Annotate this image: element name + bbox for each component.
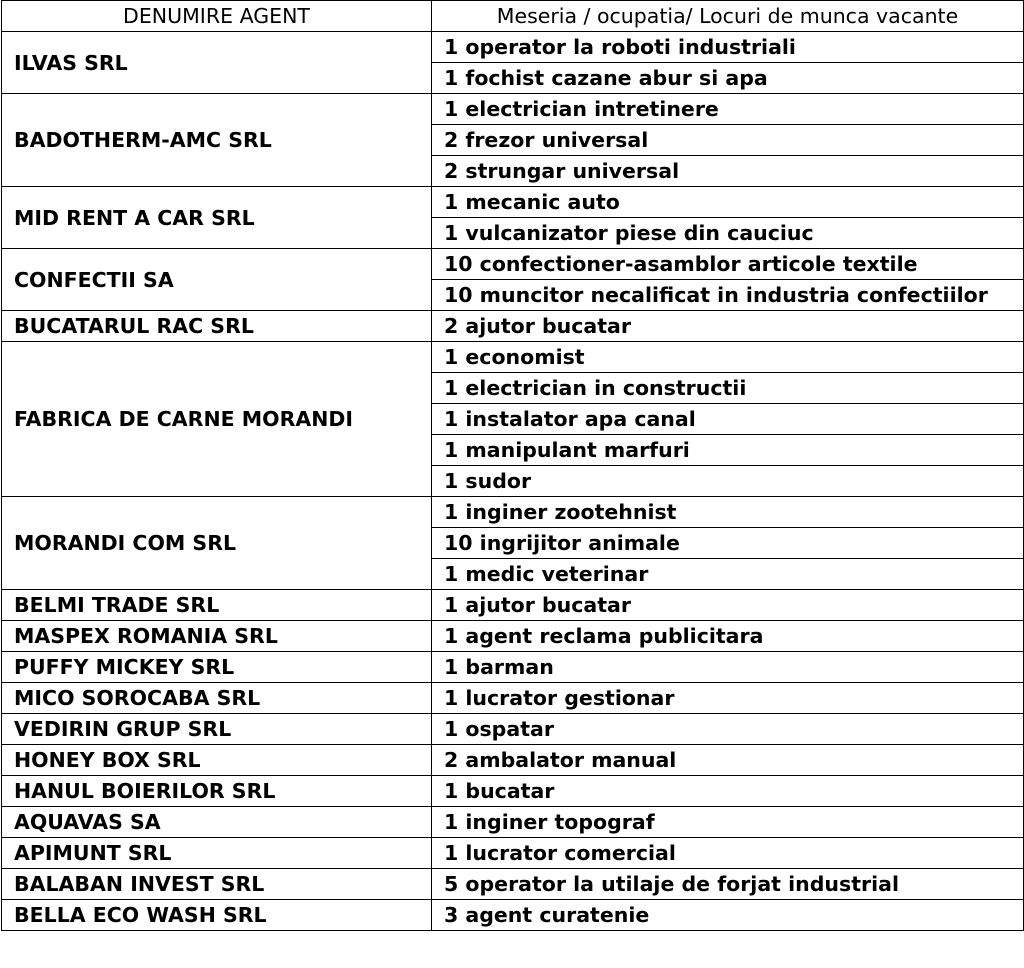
agent-column-header: DENUMIRE AGENT xyxy=(2,1,432,32)
job-cell: 2 frezor universal xyxy=(432,125,1024,156)
job-cell: 1 lucrator gestionar xyxy=(432,683,1024,714)
job-cell: 2 ajutor bucatar xyxy=(432,311,1024,342)
table-row xyxy=(2,807,1024,838)
table-row xyxy=(2,342,1024,373)
job-cell: 1 ajutor bucatar xyxy=(432,590,1024,621)
job-cell: 1 inginer topograf xyxy=(432,807,1024,838)
job-cell: 10 muncitor necalificat in industria confectiilor xyxy=(432,280,1024,311)
job-cell: 5 operator la utilaje de forjat industrial xyxy=(432,869,1024,900)
table-row xyxy=(2,900,1024,931)
job-cell: 1 lucrator comercial xyxy=(432,838,1024,869)
table-row xyxy=(2,590,1024,621)
job-cell: 10 confectioner-asamblor articole textile xyxy=(432,249,1024,280)
table-row xyxy=(2,714,1024,745)
job-cell: 2 ambalator manual xyxy=(432,745,1024,776)
job-cell: 1 mecanic auto xyxy=(432,187,1024,218)
job-cell: 1 agent reclama publicitara xyxy=(432,621,1024,652)
job-cell: 1 barman xyxy=(432,652,1024,683)
job-column-header: Meseria / ocupatia/ Locuri de munca vacante xyxy=(432,1,1024,32)
table-row xyxy=(2,776,1024,807)
job-cell: 1 medic veterinar xyxy=(432,559,1024,590)
agent-name-cell: MID RENT A CAR SRL xyxy=(2,187,432,249)
table-body xyxy=(2,32,1024,931)
agent-name-cell: APIMUNT SRL xyxy=(2,838,432,869)
agent-name-cell: HONEY BOX SRL xyxy=(2,745,432,776)
table-row xyxy=(2,187,1024,218)
agent-name-cell: HANUL BOIERILOR SRL xyxy=(2,776,432,807)
agent-name-cell: BALABAN INVEST SRL xyxy=(2,869,432,900)
agent-name-cell: MICO SOROCABA SRL xyxy=(2,683,432,714)
job-cell: 1 sudor xyxy=(432,466,1024,497)
job-cell: 1 bucatar xyxy=(432,776,1024,807)
table-row xyxy=(2,652,1024,683)
agent-name-cell: BELLA ECO WASH SRL xyxy=(2,900,432,931)
table-row xyxy=(2,497,1024,528)
job-cell: 1 electrician intretinere xyxy=(432,94,1024,125)
agent-name-cell: AQUAVAS SA xyxy=(2,807,432,838)
vacancies-table xyxy=(1,0,1024,931)
table-row xyxy=(2,683,1024,714)
agent-name-cell: BADOTHERM-AMC SRL xyxy=(2,94,432,187)
agent-name-cell: VEDIRIN GRUP SRL xyxy=(2,714,432,745)
job-cell: 1 manipulant marfuri xyxy=(432,435,1024,466)
agent-name-cell: FABRICA DE CARNE MORANDI xyxy=(2,342,432,497)
job-cell: 1 instalator apa canal xyxy=(432,404,1024,435)
job-cell: 2 strungar universal xyxy=(432,156,1024,187)
agent-name-cell: MORANDI COM SRL xyxy=(2,497,432,590)
agent-name-cell: MASPEX ROMANIA SRL xyxy=(2,621,432,652)
job-cell: 1 ospatar xyxy=(432,714,1024,745)
table-row xyxy=(2,621,1024,652)
table-row xyxy=(2,32,1024,63)
agent-name-cell: ILVAS SRL xyxy=(2,32,432,94)
table-row xyxy=(2,94,1024,125)
job-cell: 1 operator la roboti industriali xyxy=(432,32,1024,63)
job-cell: 1 economist xyxy=(432,342,1024,373)
table-row xyxy=(2,838,1024,869)
table-row xyxy=(2,249,1024,280)
job-cell: 10 ingrijitor animale xyxy=(432,528,1024,559)
job-cell: 1 vulcanizator piese din cauciuc xyxy=(432,218,1024,249)
header-row xyxy=(2,1,1024,32)
job-cell: 1 inginer zootehnist xyxy=(432,497,1024,528)
table-row xyxy=(2,745,1024,776)
table-row xyxy=(2,869,1024,900)
agent-name-cell: PUFFY MICKEY SRL xyxy=(2,652,432,683)
job-cell: 1 fochist cazane abur si apa xyxy=(432,63,1024,94)
agent-name-cell: CONFECTII SA xyxy=(2,249,432,311)
agent-name-cell: BUCATARUL RAC SRL xyxy=(2,311,432,342)
job-cell: 1 electrician in constructii xyxy=(432,373,1024,404)
job-cell: 3 agent curatenie xyxy=(432,900,1024,931)
agent-name-cell: BELMI TRADE SRL xyxy=(2,590,432,621)
table-row xyxy=(2,311,1024,342)
